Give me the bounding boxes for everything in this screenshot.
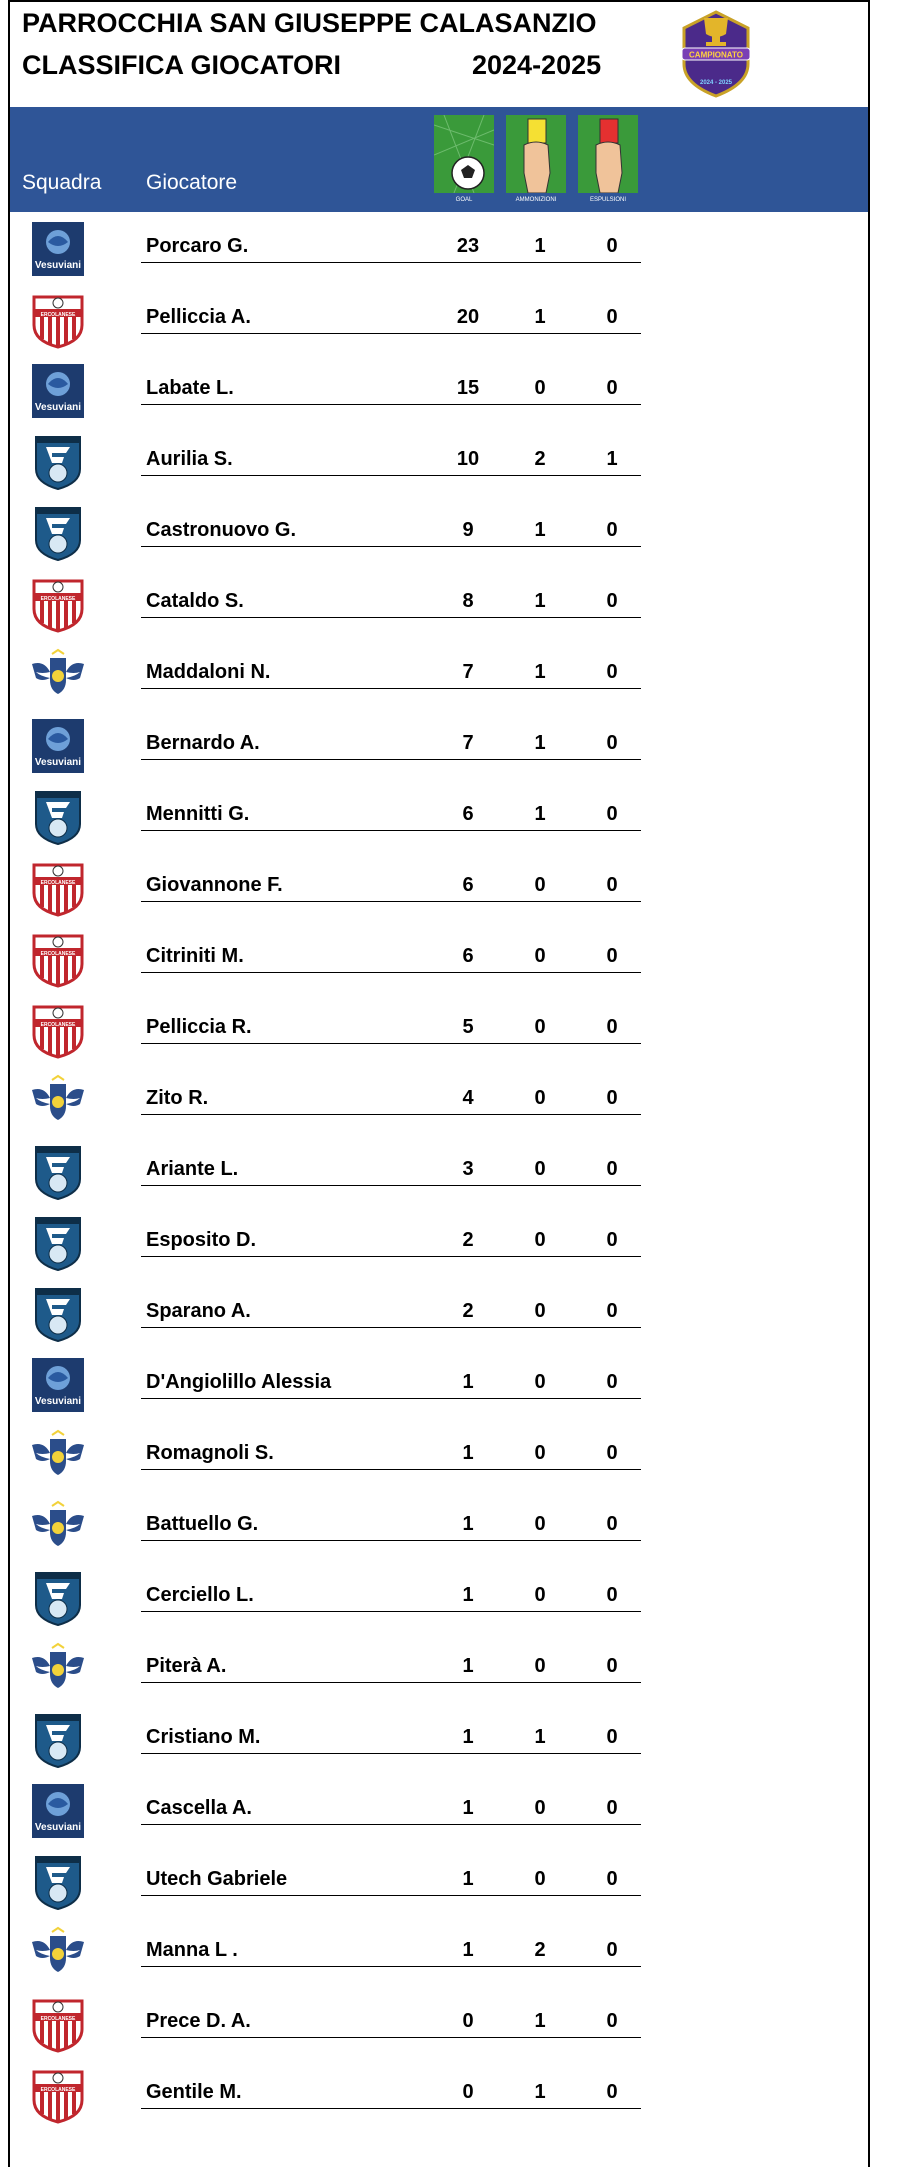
red-card-count: 0 — [606, 1655, 618, 1677]
row-underline — [141, 1114, 641, 1115]
player-name: Cerciello L. — [146, 1584, 254, 1606]
logo-years: 2024 - 2025 — [699, 80, 733, 86]
futsal-badge-icon — [30, 504, 86, 562]
player-name: Citriniti M. — [146, 945, 244, 967]
yellow-card-count: 0 — [534, 1513, 546, 1535]
red-card-icon — [578, 115, 638, 193]
table-row — [10, 1632, 868, 1703]
table-row — [10, 1135, 868, 1206]
row-underline — [141, 1469, 641, 1470]
player-name: Battuello G. — [146, 1513, 259, 1535]
yellow-card-count: 0 — [534, 1229, 546, 1251]
red-card-count: 0 — [606, 1868, 618, 1890]
goal-count: 7 — [462, 732, 474, 754]
table-row — [10, 1064, 868, 1135]
svg-text:ERCOLANESE: ERCOLANESE — [40, 880, 76, 886]
row-underline — [141, 1966, 641, 1967]
futsal-badge-icon — [30, 1285, 86, 1343]
red-card-count: 0 — [606, 1087, 618, 1109]
column-header-ammonizioni: AMMONIZIONI — [515, 197, 557, 203]
goal-count: 10 — [456, 448, 480, 470]
red-card-count: 0 — [606, 661, 618, 683]
svg-text:ERCOLANESE: ERCOLANESE — [40, 951, 76, 957]
table-row — [10, 1206, 868, 1277]
red-card-count: 0 — [606, 2081, 618, 2103]
vesuviani-badge-icon — [30, 220, 86, 278]
red-card-count: 0 — [606, 1371, 618, 1393]
yellow-card-count: 2 — [534, 448, 546, 470]
yellow-card-count: 1 — [534, 235, 546, 257]
goal-count: 0 — [462, 2081, 474, 2103]
table-row — [10, 496, 868, 567]
row-underline — [141, 1043, 641, 1044]
player-name: Labate L. — [146, 377, 234, 399]
player-name: Maddaloni N. — [146, 661, 271, 683]
table-row — [10, 1774, 868, 1845]
player-name: Cristiano M. — [146, 1726, 261, 1748]
svg-text:ERCOLANESE: ERCOLANESE — [40, 596, 76, 602]
wings-badge-icon — [30, 1072, 86, 1130]
yellow-card-count: 1 — [534, 803, 546, 825]
row-underline — [141, 972, 641, 973]
table-row — [10, 2058, 868, 2129]
table-row — [10, 638, 868, 709]
svg-text:Vesuviani: Vesuviani — [34, 260, 82, 271]
goal-count: 4 — [462, 1087, 474, 1109]
red-card-count: 0 — [606, 235, 618, 257]
ercolanese-badge-icon — [30, 1995, 86, 2053]
futsal-badge-icon — [30, 1214, 86, 1272]
ercolanese-badge-icon — [30, 2066, 86, 2124]
ercolanese-badge-icon — [30, 1001, 86, 1059]
goal-count: 1 — [462, 1939, 474, 1961]
vesuviani-badge-icon — [30, 362, 86, 420]
yellow-card-count: 0 — [534, 874, 546, 896]
row-underline — [141, 1611, 641, 1612]
goal-count: 1 — [462, 1726, 474, 1748]
red-card-count: 1 — [606, 448, 618, 470]
red-card-count: 0 — [606, 1726, 618, 1748]
player-name: Giovannone F. — [146, 874, 283, 896]
yellow-card-count: 0 — [534, 1371, 546, 1393]
player-name: Bernardo A. — [146, 732, 260, 754]
yellow-card-count: 0 — [534, 1158, 546, 1180]
table-row — [10, 283, 868, 354]
svg-text:Vesuviani: Vesuviani — [34, 1396, 82, 1407]
column-header-goal: GOAL — [455, 197, 473, 203]
yellow-card-count: 1 — [534, 732, 546, 754]
player-name: Mennitti G. — [146, 803, 250, 825]
row-underline — [141, 2037, 641, 2038]
red-card-count: 0 — [606, 1939, 618, 1961]
column-header-espulsioni: ESPULSIONI — [589, 197, 626, 203]
player-name: Sparano A. — [146, 1300, 251, 1322]
table-row — [10, 922, 868, 993]
table-header — [10, 107, 868, 212]
yellow-card-count: 1 — [534, 1726, 546, 1748]
goal-count: 6 — [462, 803, 474, 825]
yellow-card-count: 1 — [534, 519, 546, 541]
svg-text:Vesuviani: Vesuviani — [34, 1822, 82, 1833]
table-row — [10, 1703, 868, 1774]
row-underline — [141, 617, 641, 618]
player-name: D'Angiolillo Alessia — [146, 1371, 332, 1393]
red-card-count: 0 — [606, 306, 618, 328]
goal-count: 6 — [462, 945, 474, 967]
goal-count: 1 — [462, 1371, 474, 1393]
wings-badge-icon — [30, 1498, 86, 1556]
goal-count: 15 — [456, 377, 480, 399]
row-underline — [141, 1540, 641, 1541]
logo-text: CAMPIONATO — [689, 50, 743, 60]
futsal-badge-icon — [30, 1853, 86, 1911]
goal-count: 1 — [462, 1442, 474, 1464]
table-row — [10, 354, 868, 425]
yellow-card-count: 0 — [534, 1797, 546, 1819]
ercolanese-badge-icon — [30, 859, 86, 917]
table-row — [10, 1348, 868, 1419]
red-card-count: 0 — [606, 1442, 618, 1464]
red-card-count: 0 — [606, 377, 618, 399]
goal-count: 1 — [462, 1584, 474, 1606]
goal-count: 6 — [462, 874, 474, 896]
column-header-giocatore: Giocatore — [146, 171, 238, 194]
table-row — [10, 1561, 868, 1632]
ercolanese-badge-icon — [30, 291, 86, 349]
table-row — [10, 1490, 868, 1561]
yellow-card-count: 0 — [534, 1442, 546, 1464]
svg-text:ERCOLANESE: ERCOLANESE — [40, 1022, 76, 1028]
player-name: Pelliccia R. — [146, 1016, 252, 1038]
yellow-card-count: 0 — [534, 1300, 546, 1322]
goal-count: 2 — [462, 1300, 474, 1322]
yellow-card-count: 1 — [534, 306, 546, 328]
wings-badge-icon — [30, 1427, 86, 1485]
yellow-card-icon — [506, 115, 566, 193]
table-row — [10, 780, 868, 851]
goal-count: 1 — [462, 1868, 474, 1890]
goal-count: 3 — [462, 1158, 474, 1180]
vesuviani-badge-icon — [30, 1356, 86, 1414]
red-card-count: 0 — [606, 874, 618, 896]
table-row — [10, 993, 868, 1064]
yellow-card-count: 0 — [534, 1868, 546, 1890]
goal-count: 2 — [462, 1229, 474, 1251]
row-underline — [141, 901, 641, 902]
red-card-count: 0 — [606, 1584, 618, 1606]
championship-logo-icon — [678, 8, 754, 100]
goal-count: 5 — [462, 1016, 474, 1038]
player-name: Gentile M. — [146, 2081, 242, 2103]
row-underline — [141, 475, 641, 476]
player-name: Ariante L. — [146, 1158, 239, 1180]
red-card-count: 0 — [606, 1016, 618, 1038]
yellow-card-count: 2 — [534, 1939, 546, 1961]
wings-badge-icon — [30, 1640, 86, 1698]
red-card-count: 0 — [606, 1513, 618, 1535]
row-underline — [141, 1682, 641, 1683]
table-row — [10, 425, 868, 496]
futsal-badge-icon — [30, 1569, 86, 1627]
goal-count: 7 — [462, 661, 474, 683]
row-underline — [141, 404, 641, 405]
season-label: 2024-2025 — [472, 50, 602, 80]
futsal-badge-icon — [30, 1143, 86, 1201]
row-underline — [141, 1327, 641, 1328]
svg-text:ERCOLANESE: ERCOLANESE — [40, 2016, 76, 2022]
player-name: Pelliccia A. — [146, 306, 251, 328]
red-card-count: 0 — [606, 2010, 618, 2032]
row-underline — [141, 2108, 641, 2109]
player-name: Cascella A. — [146, 1797, 252, 1819]
row-underline — [141, 333, 641, 334]
yellow-card-count: 0 — [534, 1016, 546, 1038]
player-name: Zito R. — [146, 1087, 209, 1109]
table-row — [10, 567, 868, 638]
row-underline — [141, 759, 641, 760]
wings-badge-icon — [30, 646, 86, 704]
red-card-count: 0 — [606, 732, 618, 754]
red-card-count: 0 — [606, 945, 618, 967]
yellow-card-count: 0 — [534, 377, 546, 399]
player-name: Esposito D. — [146, 1229, 257, 1251]
player-name: Utech Gabriele — [146, 1868, 288, 1890]
row-underline — [141, 262, 641, 263]
row-underline — [141, 1398, 641, 1399]
yellow-card-count: 1 — [534, 661, 546, 683]
yellow-card-count: 0 — [534, 1087, 546, 1109]
svg-text:ERCOLANESE: ERCOLANESE — [40, 312, 76, 318]
row-underline — [141, 546, 641, 547]
row-underline — [141, 1895, 641, 1896]
red-card-count: 0 — [606, 1797, 618, 1819]
row-underline — [141, 830, 641, 831]
yellow-card-count: 0 — [534, 1584, 546, 1606]
table-row — [10, 851, 868, 922]
player-name: Cataldo S. — [146, 590, 244, 612]
yellow-card-count: 0 — [534, 1655, 546, 1677]
red-card-count: 0 — [606, 1300, 618, 1322]
svg-text:ERCOLANESE: ERCOLANESE — [40, 2087, 76, 2093]
row-underline — [141, 688, 641, 689]
red-card-count: 0 — [606, 590, 618, 612]
page-subtitle: CLASSIFICA GIOCATORI — [22, 50, 342, 80]
column-header-squadra: Squadra — [22, 171, 102, 194]
goal-count: 1 — [462, 1655, 474, 1677]
red-card-count: 0 — [606, 1158, 618, 1180]
player-name: Aurilia S. — [146, 448, 233, 470]
red-card-count: 0 — [606, 519, 618, 541]
player-name: Romagnoli S. — [146, 1442, 274, 1464]
player-name: Porcaro G. — [146, 235, 249, 257]
goal-count: 8 — [462, 590, 474, 612]
player-name: Castronuovo G. — [146, 519, 297, 541]
table-row — [10, 1419, 868, 1490]
table-row — [10, 212, 868, 283]
vesuviani-badge-icon — [30, 1782, 86, 1840]
red-card-count: 0 — [606, 803, 618, 825]
yellow-card-count: 1 — [534, 2010, 546, 2032]
futsal-badge-icon — [30, 1711, 86, 1769]
row-underline — [141, 1185, 641, 1186]
table-row — [10, 709, 868, 780]
yellow-card-count: 0 — [534, 945, 546, 967]
page-title: PARROCCHIA SAN GIUSEPPE CALASANZIO — [22, 8, 597, 38]
ercolanese-badge-icon — [30, 575, 86, 633]
row-underline — [141, 1256, 641, 1257]
goal-count: 0 — [462, 2010, 474, 2032]
wings-badge-icon — [30, 1924, 86, 1982]
soccer-ball-goal-icon — [434, 115, 494, 193]
yellow-card-count: 1 — [534, 2081, 546, 2103]
player-name: Manna L . — [146, 1939, 238, 1961]
goal-count: 20 — [456, 306, 480, 328]
table-row — [10, 1845, 868, 1916]
futsal-badge-icon — [30, 433, 86, 491]
red-card-count: 0 — [606, 1229, 618, 1251]
table-row — [10, 1987, 868, 2058]
yellow-card-count: 1 — [534, 590, 546, 612]
table-row — [10, 1277, 868, 1348]
row-underline — [141, 1753, 641, 1754]
row-underline — [141, 1824, 641, 1825]
svg-text:Vesuviani: Vesuviani — [34, 402, 82, 413]
player-name: Piterà A. — [146, 1655, 227, 1677]
ercolanese-badge-icon — [30, 930, 86, 988]
player-name: Prece D. A. — [146, 2010, 251, 2032]
goal-count: 1 — [462, 1513, 474, 1535]
svg-text:Vesuviani: Vesuviani — [34, 757, 82, 768]
goal-count: 1 — [462, 1797, 474, 1819]
table-row — [10, 1916, 868, 1987]
futsal-badge-icon — [30, 788, 86, 846]
vesuviani-badge-icon — [30, 717, 86, 775]
standings-sheet — [8, 0, 870, 2167]
goal-count: 9 — [462, 519, 474, 541]
goal-count: 23 — [456, 235, 480, 257]
